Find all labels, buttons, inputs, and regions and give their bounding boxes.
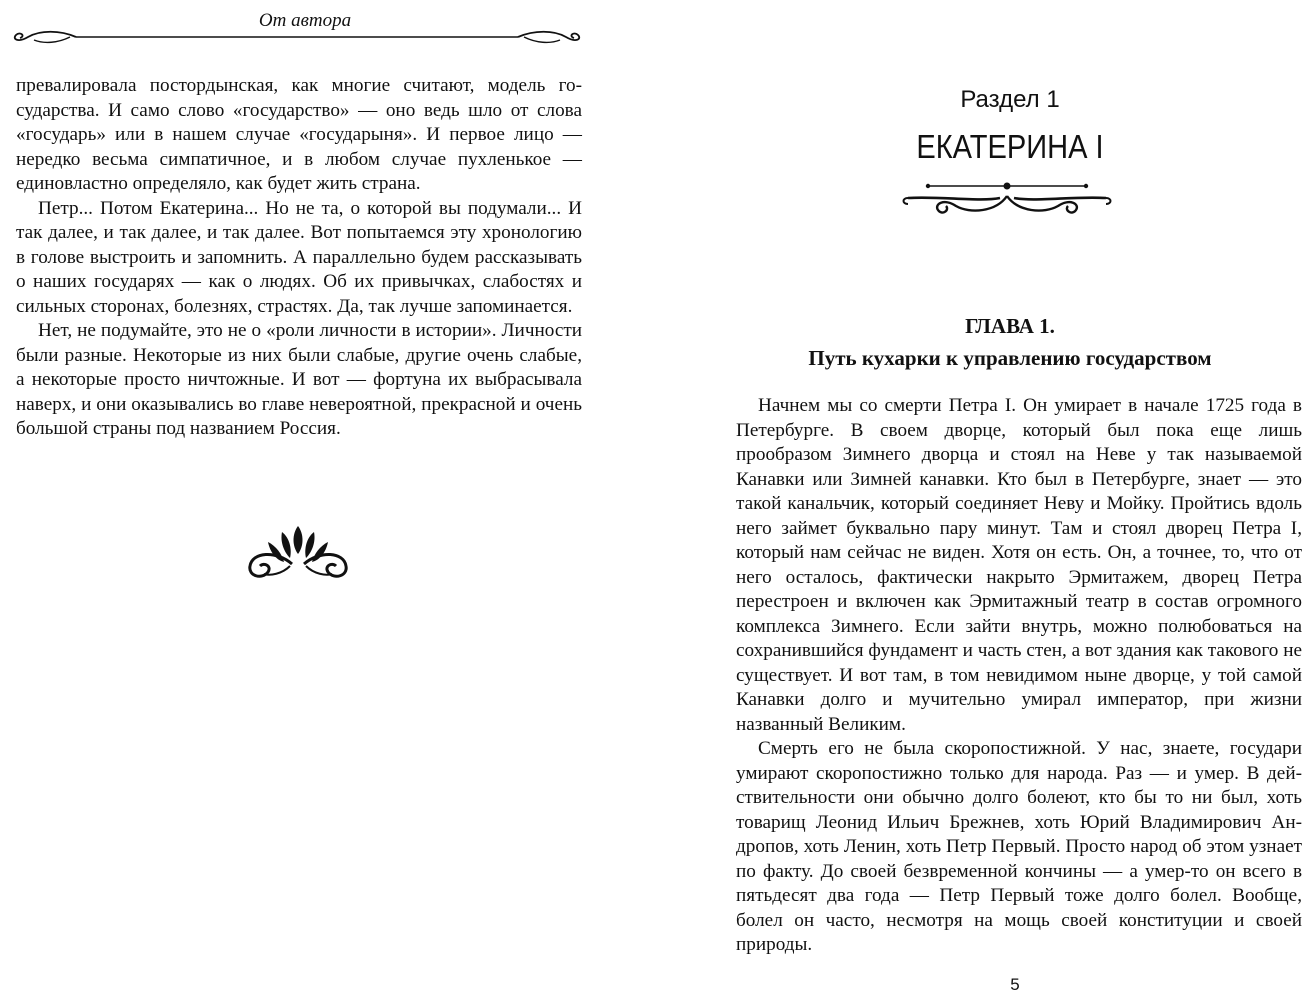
- chapter-label: ГЛАВА 1.: [965, 314, 1055, 338]
- running-head-title: От автора: [258, 10, 352, 31]
- section-divider-ornament-icon: [900, 176, 1114, 218]
- paragraph: Смерть его не была скоропостижной. У нас, знаете, государи умирают скоропостижно только для народа. Раз — и умер. В действительности они обычно долго болеют, кто бы то ни был, хоть товарищ Леонид Ильич Брежнев, хоть Юрий Владимирович Андропов, хоть Ленин, хоть Петр Первый. Просто народ об этом узнает по факту. До своей безвременной кончины — а умер-то он всего в пятьдесят два года — Петр Первый тоже долго болел. Вообще, болел он часто, несмотря на мощь своей конституции и своей природы.: [736, 738, 1302, 955]
- left-page-text: [16, 74, 582, 442]
- running-head-rule: [10, 28, 600, 46]
- section-title: ЕКАТЕРИНА I: [916, 128, 1104, 165]
- left-page: [0, 0, 640, 1004]
- paragraph: Нет, не подумайте, это не о «роли личности в истории». Личности были разные. Некоторые из них были слабые, другие очень слабые, а некоторые просто ничтожные. И вот — фортуна их выбрасывала наверх, и они оказывались во главе невероятной, прекрасной и очень большой страны под названием Россия.: [16, 320, 582, 439]
- paragraph: Начнем мы со смерти Петра I. Он умирает в начале 1725 года в Петербурге. В своем дворце, который был пока еще лишь прообразом Зимнего дворца и стоял на Неве у так называемой Канавки или Зимней канавки. Кто был в Петербурге, знает — это такой канальчик, который соединяет Неву и Мойку. Пройтись вдоль него займет буквально пару минут. Там и стоял дворец Петра I, который нам сейчас не виден. Хотя он есть. Он, а точнее, то, что от него осталось, фактически накрыто Эрмитажем, дворец Петра перестроен и включен как Эрмитажный театр в состав огромного комплекса Зимнего. Если зайти внутрь, можно полюбоваться на сохранившийся фундамент и часть стен, а вот здания как такового не существует. И вот там, в том невидимом ныне дворце, у той самой Канавки долго и мучительно умирал император, при жизни названный Великим.: [736, 395, 1302, 735]
- section-label: Раздел 1: [960, 86, 1060, 113]
- running-head: [10, 6, 600, 46]
- right-page-text: [736, 394, 1302, 958]
- right-page: [660, 0, 1316, 1004]
- paragraph: превалировала постордынская, как многие считают, модель государства. И само слово «государство» — оно ведь шло от слова «государь» или в нашем случае «государыня». И первое лицо — нередко весьма симпатичное, и в любом случае пухленькое — единовластно определяло, как будет жить страна.: [16, 75, 582, 194]
- paragraph: Петр... Потом Екатерина... Но не та, о которой вы подумали... И так далее, и так далее, и так далее. Вот попытаемся эту хронологию в голове выстроить и запомнить. А параллельно будем рассказывать о наших государях — как о людях. Об их привычках, слабостях и сильных сторонах, болезнях, страстях. Да, так лучше запоминается.: [16, 197, 582, 317]
- flourish-ornament-icon: [246, 520, 350, 582]
- chapter-title: Путь кухарки к управлению государством: [808, 346, 1212, 370]
- page-number: 5: [1010, 975, 1020, 994]
